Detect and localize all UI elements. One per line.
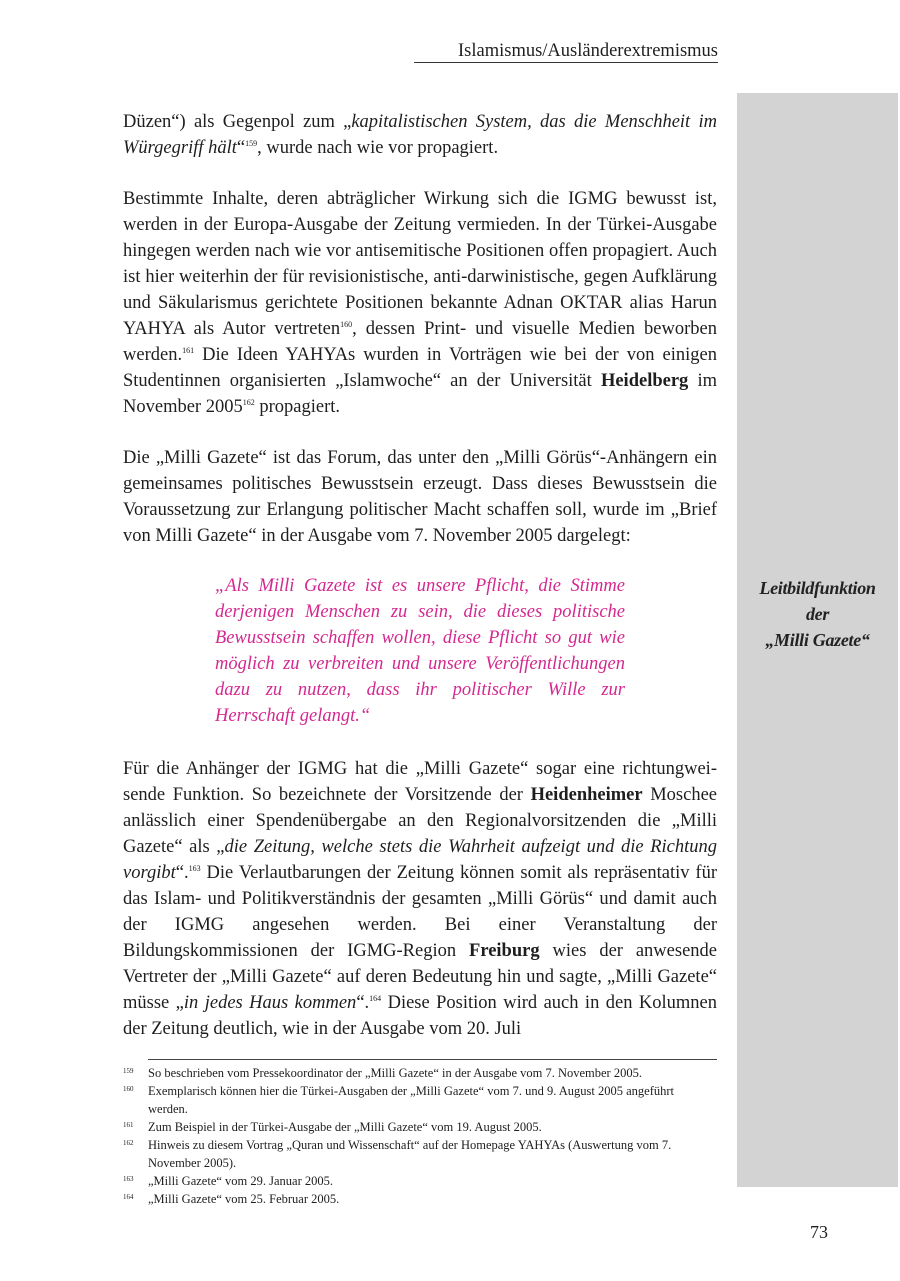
text-segment: wies der anwesende Vertreter der „Milli Gazete“ auf deren Bedeutung hin und sagte, „Milli Gazete“ müsse „ xyxy=(123,941,717,1013)
footnote-number: 164 xyxy=(123,1193,134,1201)
footnote-text: So beschrieben vom Pressekoordinator der „Milli Gazete“ in der Ausgabe vom 7. November 2005. xyxy=(148,1066,642,1080)
footnote-ref[interactable]: 161 xyxy=(182,345,195,355)
footnote-ref[interactable]: 162 xyxy=(242,397,255,407)
text-segment: , wurde nach wie vor propagiert. xyxy=(257,138,499,158)
footnote-number: 159 xyxy=(123,1067,134,1075)
place-name: Freiburg xyxy=(469,941,540,961)
text-segment: “. xyxy=(175,863,189,883)
footnote-number: 160 xyxy=(123,1085,134,1093)
text-segment: Die „Milli Gazete“ ist das Forum, das unter den „Milli Görüs“-Anhängern ein gemeinsames politisches Bewusstsein erzeugt. Dass dieses Bewusstsein die Voraussetzung zur Erlangung politischer Macht schaffen soll, wurde im „Brief von Milli Gazete“ in der Ausgabe vom 7. November 2005 dargelegt: xyxy=(123,448,717,546)
margin-note-line: Leitbildfunktion xyxy=(759,578,876,598)
block-quote: „Als Milli Gazete ist es unsere Pflicht, die Stimme derjenigen Menschen zu sein, die dieses politische Bewusstsein schaffen wollen, diese Pflicht so gut wie möglich zu verbreiten und unsere Veröffentlichungen dazu zu nutzen, dass ihr politischer Wille zur Herrschaft gelangt.“ xyxy=(215,576,625,726)
footnote-text: Zum Beispiel in der Türkei-Ausgabe der „Milli Gazete“ vom 19. August 2005. xyxy=(148,1120,542,1134)
margin-note-line: der xyxy=(805,604,830,624)
footnote-text: Exemplarisch können hier die Türkei-Ausgaben der „Milli Gazete“ vom 7. und 9. August 2005 angeführt werden. xyxy=(148,1084,675,1116)
text-segment: Für die Anhänger der IGMG hat die „Milli Gazete“ sogar eine richtungweisende Funktion. So bezeichnete der Vorsitzende der xyxy=(123,759,717,805)
margin-note-line: „Milli Gazete“ xyxy=(765,630,870,650)
text-segment: Moschee anlässlich einer Spendenübergabe an den Regionalvorsitzenden die „Milli Gazete“ als „ xyxy=(123,785,717,857)
footnote xyxy=(123,1172,717,1190)
footnote xyxy=(123,1082,717,1118)
footnote-ref[interactable]: 164 xyxy=(369,993,382,1003)
emphasis: kapitalistischen System, das die Menschheit im Würgegriff hält xyxy=(123,112,717,158)
margin-note xyxy=(737,575,898,653)
text-segment: im November 2005 xyxy=(123,371,717,417)
footnote-ref[interactable]: 159 xyxy=(245,138,258,148)
footnote-divider xyxy=(148,1059,717,1060)
footnotes xyxy=(123,1064,717,1208)
text-segment: “ xyxy=(236,138,246,158)
footnote-number: 163 xyxy=(123,1175,134,1183)
text-segment: “. xyxy=(356,993,370,1013)
running-header: Islamismus/Ausländerextremismus xyxy=(414,40,718,63)
text-segment: Diese Position wird auch in den Kolumnen der Zeitung deutlich, wie in der Ausgabe vom 20. Juli xyxy=(123,993,717,1039)
text-segment: Die Verlautbarungen der Zeitung können somit als repräsentativ für das Islam- und Politikverständnis der gesamten „Milli Görüs“ und damit auch der IGMG angesehen werden. Bei einer Veranstaltung der Bildungskommissionen der IGMG-Region xyxy=(123,863,717,961)
text-segment: , dessen Print- und visuelle Medien beworben werden. xyxy=(123,319,717,365)
footnote-number: 161 xyxy=(123,1121,134,1129)
text-segment: Düzen“) als Gegenpol zum „ xyxy=(123,112,352,132)
footnote xyxy=(123,1118,717,1136)
text-segment: propagiert. xyxy=(254,397,340,417)
footnote xyxy=(123,1136,717,1172)
emphasis: die Zeitung, welche stets die Wahrheit aufzeigt und die Richtung vorgibt xyxy=(123,837,717,883)
footnote-ref[interactable]: 163 xyxy=(188,863,201,873)
footnote xyxy=(123,1064,717,1082)
footnote-ref[interactable]: 160 xyxy=(340,319,353,329)
footnote-text: „Milli Gazete“ vom 29. Januar 2005. xyxy=(148,1174,334,1188)
footnote-text: Hinweis zu diesem Vortrag „Quran und Wissenschaft“ auf der Homepage YAHYAs (Auswertung vom 7. November 2005). xyxy=(148,1138,672,1170)
place-name: Heidenheimer xyxy=(530,785,643,805)
emphasis: in jedes Haus kommen xyxy=(183,993,357,1013)
paragraph-3 xyxy=(123,445,717,549)
place-name: Heidelberg xyxy=(600,371,689,391)
paragraph-4 xyxy=(123,756,717,1042)
paragraph-1 xyxy=(123,109,717,161)
text-segment: Bestimmte Inhalte, deren abträglicher Wirkung sich die IGMG bewusst ist, werden in der Europa-Ausgabe der Zeitung vermieden. In der Türkei-Ausgabe hingegen werden nach wie vor antisemitische Positionen offen propagiert. Auch ist hier weiterhin der für revisionistische, anti-darwinistische, gegen Aufklärung und Säkularismus gerichtete Positionen bekannte Adnan OKTAR alias Harun YAHYA als Autor vertreten xyxy=(123,189,717,339)
footnote xyxy=(123,1190,717,1208)
paragraph-2 xyxy=(123,186,717,420)
page-number: 73 xyxy=(810,1222,828,1242)
footnote-text: „Milli Gazete“ vom 25. Februar 2005. xyxy=(148,1192,340,1206)
text-segment: Die Ideen YAHYAs wurden in Vorträgen wie bei der von einigen Studentinnen organisierten „Islamwoche“ an der Universität xyxy=(123,345,717,391)
footnote-number: 162 xyxy=(123,1139,134,1147)
